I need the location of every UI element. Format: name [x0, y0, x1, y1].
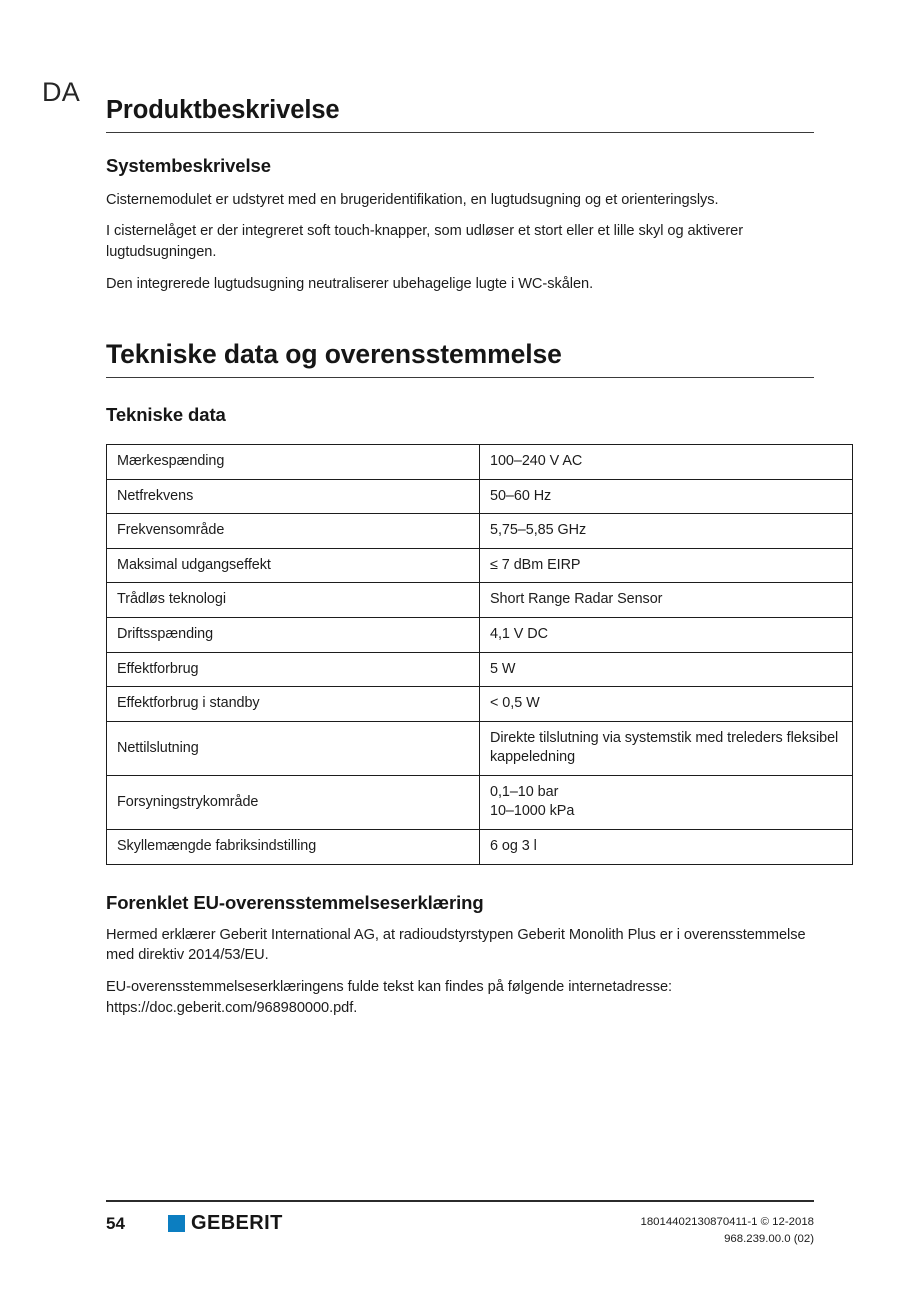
footer-left	[106, 1212, 283, 1235]
spec-value	[480, 617, 853, 652]
spec-value	[480, 479, 853, 514]
spec-key: Frekvensområde	[107, 514, 480, 549]
spec-value-line: < 0,5 W	[490, 695, 540, 712]
spec-value-line: ≤ 7 dBm EIRP	[490, 556, 581, 573]
table-row	[107, 445, 853, 480]
spec-value	[480, 445, 853, 480]
spec-key: Effektforbrug	[107, 652, 480, 687]
chapter-rule-2	[106, 377, 814, 378]
page-number: 54	[106, 1213, 125, 1233]
spec-value-line: 5,75–5,85 GHz	[490, 522, 587, 539]
spec-key: Mærkespænding	[107, 445, 480, 480]
footer-document-codes	[640, 1212, 814, 1247]
chapter-title-produktbeskrivelse: Produktbeskrivelse	[106, 96, 340, 124]
spec-value	[480, 721, 853, 775]
spec-value	[480, 687, 853, 722]
chapter-rule	[106, 132, 814, 133]
spec-value	[480, 548, 853, 583]
geberit-logo	[168, 1212, 283, 1235]
spec-value-line: 6 og 3 l	[490, 838, 537, 855]
spec-value	[480, 514, 853, 549]
paragraph-eu-declaration-1: Hermed erklærer Geberit International AG, at radioudstyrstypen Geberit Monolith Plus er i overensstemmelse med direktiv 2014/53/EU.	[106, 926, 806, 964]
table-row	[107, 514, 853, 549]
spec-value	[480, 830, 853, 865]
document-code: 18014402130870411-1 © 12-2018	[640, 1216, 814, 1228]
table-row	[107, 652, 853, 687]
table-row	[107, 479, 853, 514]
spec-value-line: 10–1000 kPa	[490, 803, 575, 820]
section-title-systembeskrivelse: Systembeskrivelse	[106, 154, 271, 176]
spec-key: Forsyningstrykområde	[107, 775, 480, 829]
spec-value-line: 5 W	[490, 660, 516, 677]
table-row	[107, 548, 853, 583]
spec-value	[480, 775, 853, 829]
spec-value-line: Direkte tilslutning via systemstik med treleders fleksibel kappeledning	[490, 729, 839, 766]
section-title-tekniske-data: Tekniske data	[106, 404, 226, 426]
page-footer	[106, 1200, 814, 1247]
table-body	[107, 445, 853, 865]
spec-value-line: 4,1 V DC	[490, 625, 548, 642]
language-marker: DA	[42, 77, 80, 107]
spec-key: Nettilslutning	[107, 721, 480, 775]
spec-key: Skyllemængde fabriksindstilling	[107, 830, 480, 865]
spec-key: Trådløs teknologi	[107, 583, 480, 618]
footer-rule	[106, 1200, 814, 1202]
table-row	[107, 721, 853, 775]
paragraph-eu-declaration-2: EU-overensstemmelseserklæringens fulde tekst kan findes på følgende internetadresse: https://doc.geberit.com/968980000.pdf.	[106, 979, 673, 1016]
spec-value-line: 100–240 V AC	[490, 453, 583, 470]
logo-wordmark: GEBERIT	[191, 1212, 283, 1234]
spec-key: Driftsspænding	[107, 617, 480, 652]
spec-key: Netfrekvens	[107, 479, 480, 514]
paragraph-systembeskrivelse-1: Cisternemodulet er udstyret med en brugeridentifikation, en lugtudsugning og et orienteringslys.	[106, 191, 719, 208]
table-row	[107, 617, 853, 652]
table-row	[107, 687, 853, 722]
technical-data-table	[106, 444, 853, 865]
table-row	[107, 830, 853, 865]
table-row	[107, 583, 853, 618]
footer-row	[106, 1212, 814, 1247]
spec-value	[480, 583, 853, 618]
content-column	[106, 96, 839, 1018]
spec-key: Maksimal udgangseffekt	[107, 548, 480, 583]
spec-value-line: 50–60 Hz	[490, 487, 552, 504]
spec-key: Effektforbrug i standby	[107, 687, 480, 722]
paragraph-systembeskrivelse-3: Den integrerede lugtudsugning neutraliserer ubehagelige lugte i WC-skålen.	[106, 275, 594, 292]
table-row	[107, 775, 853, 829]
spec-value-line: Short Range Radar Sensor	[490, 591, 663, 608]
spec-value	[480, 652, 853, 687]
chapter-title-tekniske-data: Tekniske data og overensstemmelse	[106, 339, 562, 370]
section-title-eu-declaration: Forenklet EU-overensstemmelseserklæring	[106, 891, 484, 913]
spec-value-line: 0,1–10 bar	[490, 783, 559, 800]
logo-square-icon	[168, 1215, 185, 1232]
document-revision: 968.239.00.0 (02)	[724, 1232, 814, 1245]
paragraph-systembeskrivelse-2: I cisternelåget er der integreret soft touch-knapper, som udløser et stort eller et lille skyl og aktiverer lugtudsugningen.	[106, 223, 744, 260]
